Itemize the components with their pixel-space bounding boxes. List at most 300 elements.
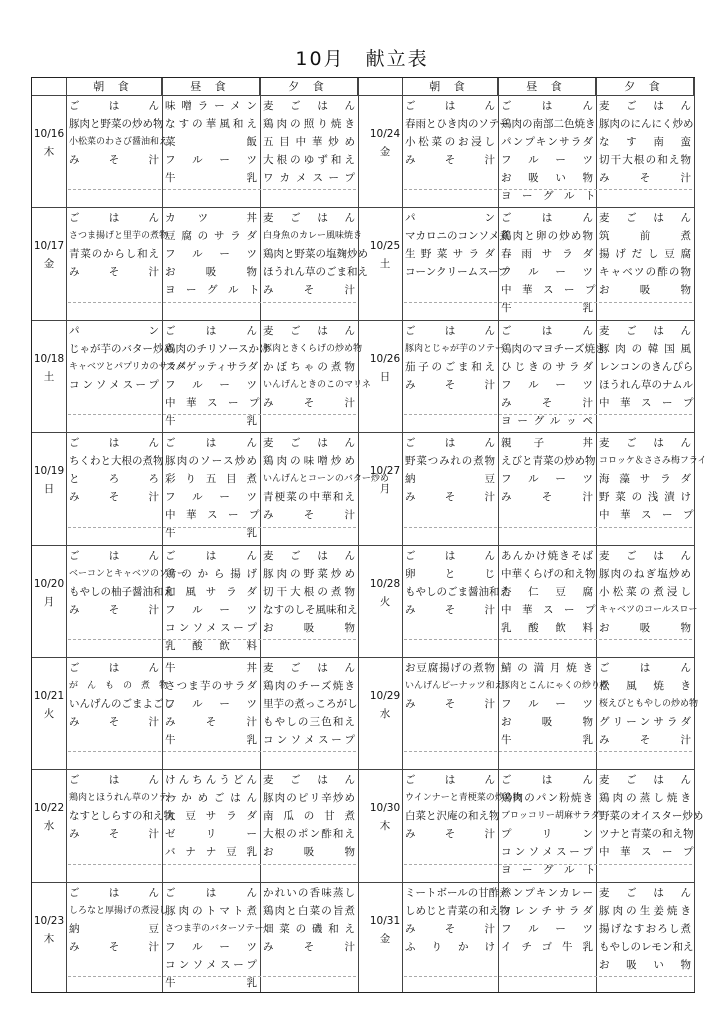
breakfast-cell <box>66 771 177 843</box>
menu-item: ほうれん草のナムル <box>599 378 693 391</box>
menu-item: ご は ん <box>599 662 691 674</box>
menu-item: ご は ん <box>165 549 257 562</box>
menu-item: 麦 ご は ん <box>263 100 355 112</box>
menu-item: 小松菜の煮浸し <box>599 585 691 598</box>
menu-item: ご は ん <box>501 212 593 225</box>
page-title: 10月 献立表 <box>295 48 429 70</box>
menu-item: 春雨サラダ <box>501 248 593 261</box>
menu-item: な す 南 蛮 <box>599 136 691 148</box>
menu-item: が ん も の 煮 物 <box>69 681 169 691</box>
menu-item: ヨ ー グ ル ト <box>501 190 596 202</box>
dinner-cell <box>260 97 358 187</box>
note-line <box>68 189 356 190</box>
menu-item: 中 華 ス ー プ <box>165 396 260 409</box>
menu-item: グリーンサラダ <box>599 716 691 728</box>
menu-item: ご は ん <box>501 100 593 112</box>
weekday-label: 土 <box>43 370 55 383</box>
menu-item: 生野菜サラダ <box>405 248 495 261</box>
menu-item: 杏 仁 豆 腐 <box>501 585 593 598</box>
menu-item: 卵 と じ <box>405 567 495 580</box>
note-line <box>404 639 692 640</box>
menu-item: コンソメスープ <box>501 846 593 859</box>
date-label: 10/19 <box>33 465 65 478</box>
breakfast-cell <box>66 209 169 281</box>
menu-item: み そ 汁 <box>263 396 355 409</box>
menu-item: 鶏肉と卵の炒め物 <box>501 230 593 243</box>
menu-item: フレンチサラダ <box>501 904 593 917</box>
dinner-cell <box>260 884 358 956</box>
row-rule <box>32 657 694 658</box>
date-label: 10/21 <box>33 690 65 702</box>
menu-item: ふ り か け <box>405 940 495 953</box>
menu-table <box>31 77 707 993</box>
menu-item: いんげんピーナッツ和え <box>405 681 504 691</box>
menu-item: なすとしらすの和え物 <box>69 810 174 823</box>
menu-item: 牛 丼 <box>165 662 257 674</box>
menu-item: お 吸 物 <box>599 621 691 634</box>
menu-item: み そ 汁 <box>263 940 355 953</box>
menu-item: 小松菜のお浸し <box>405 136 495 148</box>
note-line <box>68 751 356 752</box>
date-label: 10/20 <box>33 577 65 590</box>
menu-item: コロッケ＆ささみ梅フライ <box>599 456 707 467</box>
breakfast-cell <box>402 771 522 843</box>
day-date <box>32 125 66 161</box>
menu-item: いんげんときのこのマリネ <box>263 379 371 390</box>
menu-item: 鶏肉の南部二色焼き <box>501 118 596 130</box>
date-label: 10/29 <box>369 690 401 702</box>
dinner-cell <box>260 659 358 749</box>
menu-item: 畑菜の磯和え <box>263 922 355 935</box>
menu-item: 中 華 ス ー プ <box>501 603 596 616</box>
menu-item: しろなと厚揚げの煮浸し <box>69 905 169 916</box>
note-line <box>404 864 692 865</box>
menu-item: 豆腐のサラダ <box>165 230 257 243</box>
day-date <box>368 125 402 161</box>
menu-item: 中 華 ス ー プ <box>599 509 694 522</box>
menu-item: フ ル ー ツ <box>165 940 257 953</box>
menu-item: お 吸 い 物 <box>501 172 593 184</box>
breakfast-cell <box>66 659 174 731</box>
menu-item: なすのしそ風味和え <box>263 603 358 616</box>
menu-item: 中 華 ス ー プ <box>501 284 596 297</box>
date-label: 10/27 <box>369 465 401 478</box>
breakfast-cell <box>402 97 510 169</box>
breakfast-cell <box>402 322 504 394</box>
menu-item: バナナ豆乳 <box>165 846 257 859</box>
date-label: 10/25 <box>369 240 401 253</box>
dinner-cell <box>596 97 694 187</box>
menu-item: イチゴ牛乳 <box>501 940 593 953</box>
menu-item: み そ 汁 <box>69 266 159 279</box>
row-rule <box>32 882 694 883</box>
menu-item: ひじきのサラダ <box>501 360 593 373</box>
menu-item: 里芋の煮っころがし <box>263 698 358 710</box>
menu-item: 牛 乳 <box>501 734 593 746</box>
date-label: 10/17 <box>33 240 65 253</box>
menu-item: 筑 前 煮 <box>599 230 691 243</box>
menu-item: 小松菜のわさび醤油和え <box>69 137 169 147</box>
menu-item: ご は ん <box>69 774 159 787</box>
menu-item: ヨ ー グ ル ト <box>165 284 260 297</box>
note-line <box>404 751 692 752</box>
menu-item: み そ 汁 <box>405 491 495 504</box>
menu-item: み そ 汁 <box>405 154 495 166</box>
menu-item: 鯖の満月焼き <box>501 662 593 674</box>
menu-item: キャベツの酢の物 <box>599 266 691 279</box>
lunch-cell <box>162 771 260 861</box>
day-date <box>32 462 66 498</box>
menu-item: ご は ん <box>69 662 159 674</box>
menu-item: 揚げなすおろし煮 <box>599 922 691 935</box>
day-date <box>32 799 66 835</box>
menu-item: 豚肉と野菜の炒め物 <box>69 118 164 130</box>
menu-item: 鶏肉とほうれん草のソテー <box>69 793 177 804</box>
menu-item: 松 風 焼 き <box>599 680 691 692</box>
menu-item: 麦 ご は ん <box>599 100 691 112</box>
menu-item: もやしの柚子醤油和え <box>69 585 174 598</box>
menu-item: フ ル ー ツ <box>501 698 593 710</box>
menu-item: 切干大根の煮物 <box>263 585 355 598</box>
menu-item: 彩り五目煮 <box>165 473 257 486</box>
lunch-cell <box>162 97 260 187</box>
menu-item: 豚肉ときくらげの炒め物 <box>263 343 363 354</box>
menu-item: お 吸 物 <box>501 716 593 728</box>
menu-item: お 吸 物 <box>263 846 355 859</box>
menu-item: み そ 汁 <box>69 491 159 504</box>
menu-item: いんげんとコーンのバター炒め <box>263 474 389 485</box>
breakfast-cell <box>66 884 169 956</box>
menu-item: ご は ん <box>405 100 495 112</box>
weekday-label: 土 <box>379 258 391 271</box>
menu-item: ご は ん <box>69 886 159 899</box>
menu-item: フ ル ー ツ <box>165 248 257 261</box>
weekday-label: 火 <box>43 708 55 720</box>
menu-item: み そ 汁 <box>599 734 691 746</box>
menu-item: ご は ん <box>501 774 593 787</box>
menu-item: フ ル ー ツ <box>501 266 593 279</box>
menu-item: 鶏肉と野菜の塩麹炒め <box>263 248 368 261</box>
row-rule <box>32 320 694 321</box>
menu-item: み そ 汁 <box>599 172 691 184</box>
menu-item: ワカメスープ <box>263 172 355 184</box>
note-line <box>404 189 692 190</box>
menu-item: 乳 酸 飲 料 <box>501 621 593 634</box>
date-label: 10/24 <box>369 128 401 140</box>
day-date <box>368 350 402 386</box>
menu-item: けんちんうどん <box>165 774 257 787</box>
menu-item: 豚肉の韓国風 <box>599 342 691 355</box>
menu-item: 野菜つみれの煮物 <box>405 455 495 468</box>
menu-item: 揚げだし豆腐 <box>599 248 691 261</box>
menu-item: もやしのレモン和え <box>599 940 694 953</box>
menu-item: ご は ん <box>405 774 495 787</box>
dinner-cell <box>596 884 694 974</box>
menu-item: 鶏肉のパン粉焼き <box>501 792 593 805</box>
lunch-cell <box>498 434 596 506</box>
note-line <box>68 639 356 640</box>
menu-item: 和風サラダ <box>165 585 257 598</box>
menu-item: み そ 汁 <box>69 940 159 953</box>
menu-item: じゃが芋のバター炒め <box>69 342 174 355</box>
lunch-cell <box>498 547 596 637</box>
day-date <box>32 687 66 723</box>
menu-item: 五目中華炒め <box>263 136 355 148</box>
menu-item: 鶏のから揚げ <box>165 567 257 580</box>
menu-item: 麦 ご は ん <box>263 437 355 450</box>
menu-item: ベーコンとキャベツのソテー <box>69 568 186 579</box>
menu-item: 大豆サラダ <box>165 810 257 823</box>
menu-item: 豚肉の生姜焼き <box>599 904 691 917</box>
weekday-label: 金 <box>43 258 55 271</box>
menu-item: キャベツとパプリカのサラダ <box>69 361 186 372</box>
menu-item: えびと青菜の炒め物 <box>501 455 596 468</box>
note-line <box>404 414 692 415</box>
menu-item: 白身魚のカレー風味焼き <box>263 231 363 242</box>
menu-item: 切干大根の和え物 <box>599 154 691 166</box>
menu-item: ご は ん <box>165 886 257 899</box>
menu-item: 鶏肉の味噌炒め <box>263 455 355 468</box>
menu-item: パンプキンカレー <box>501 886 593 899</box>
lunch-cell <box>498 659 609 749</box>
note-line <box>68 414 356 415</box>
menu-item: み そ 汁 <box>405 603 495 616</box>
menu-item: 中華くらげの和え物 <box>501 567 596 580</box>
menu-item: 豚肉のにんにく炒め <box>599 118 694 130</box>
row-rule <box>32 769 694 770</box>
menu-item: み そ 汁 <box>69 154 159 166</box>
menu-item: 麦 ご は ん <box>599 774 691 787</box>
menu-item: 青梗菜の中華和え <box>263 491 355 504</box>
menu-item: 青菜のからし和え <box>69 248 159 261</box>
menu-item: 豚肉のピリ辛炒め <box>263 792 355 805</box>
day-date <box>32 237 66 273</box>
menu-item: 牛 乳 <box>165 734 257 746</box>
menu-item: ご は ん <box>405 437 495 450</box>
note-line <box>68 302 356 303</box>
meal-header: 昼 食 <box>498 78 596 95</box>
dinner-cell <box>596 659 699 749</box>
breakfast-cell <box>66 547 186 619</box>
menu-item: 菜 飯 <box>165 136 257 148</box>
date-label: 10/16 <box>33 128 65 140</box>
menu-item: 南瓜の甘煮 <box>263 810 355 823</box>
date-label: 10/30 <box>369 802 401 815</box>
note-line <box>404 527 692 528</box>
lunch-cell <box>162 209 260 299</box>
menu-item: 白菜と沢庵の和え物 <box>405 810 500 823</box>
meal-header: 朝 食 <box>402 78 498 95</box>
date-label: 10/22 <box>33 802 65 815</box>
menu-item: フ ル ー ツ <box>165 378 257 391</box>
menu-item: あんかけ焼きそば <box>501 549 593 562</box>
breakfast-cell <box>402 547 510 619</box>
menu-item: 牛 乳 <box>501 302 593 315</box>
menu-item: ゼ リ ー <box>165 828 257 841</box>
dinner-cell <box>596 209 694 299</box>
menu-item: 鶏肉のマヨチーズ焼き <box>501 342 606 355</box>
dinner-cell <box>596 434 707 524</box>
menu-item: さつま芋のサラダ <box>165 680 257 692</box>
meal-header: 昼 食 <box>162 78 260 95</box>
dinner-cell <box>596 322 694 412</box>
weekday-label: 木 <box>43 932 55 945</box>
menu-item: 納 豆 <box>69 922 159 935</box>
dinner-cell <box>260 771 358 861</box>
menu-item: お 吸 物 <box>263 621 355 634</box>
menu-item: 親 子 丼 <box>501 437 593 450</box>
half-border <box>358 78 359 992</box>
weekday-label: 月 <box>379 483 391 496</box>
menu-item: 豚肉の野菜炒め <box>263 567 355 580</box>
date-label: 10/23 <box>33 914 65 927</box>
menu-item: コンソメスープ <box>165 621 257 634</box>
menu-item: 野菜の浅漬け <box>599 491 691 504</box>
menu-item: しめじと青菜の和え物 <box>405 904 510 917</box>
date-label: 10/18 <box>33 352 65 365</box>
note-line <box>68 864 356 865</box>
breakfast-cell <box>66 434 162 506</box>
menu-item: スパゲッティサラダ <box>165 360 259 373</box>
note-line <box>404 302 692 303</box>
dinner-cell <box>260 547 358 637</box>
menu-item: 鶏肉の照り焼き <box>263 118 355 130</box>
menu-item: ミートボールの甘酢煮 <box>405 886 510 899</box>
date-label: 10/28 <box>369 577 401 590</box>
header-rule <box>32 95 694 96</box>
menu-item: フ ル ー ツ <box>501 922 593 935</box>
menu-item: 牛 乳 <box>165 527 257 540</box>
weekday-label: 水 <box>43 820 55 833</box>
dinner-cell <box>260 209 368 299</box>
weekday-label: 火 <box>379 595 391 608</box>
breakfast-cell <box>66 322 186 394</box>
menu-item: 豚肉とじゃが芋のソテー <box>405 343 504 354</box>
day-date <box>32 912 66 948</box>
menu-item: 牛 乳 <box>165 172 257 184</box>
meal-header: 夕 食 <box>596 78 694 95</box>
menu-item: 豚肉のトマト煮 <box>165 904 257 917</box>
menu-item: もやしのごま醤油和え <box>405 585 510 598</box>
menu-item: ブロッコリー胡麻サラダ <box>501 811 600 822</box>
menu-item: フ ル ー ツ <box>501 154 593 166</box>
menu-item: 豚肉のねぎ塩炒め <box>599 567 691 580</box>
lunch-cell <box>498 884 596 956</box>
menu-item: マカロニのコンソメ煮 <box>405 230 510 243</box>
menu-item: み そ 汁 <box>69 828 159 841</box>
menu-item: ちくわと大根の煮物 <box>69 455 164 468</box>
menu-item: お 吸 物 <box>165 266 257 279</box>
menu-item: かぼちゃの煮物 <box>263 360 355 373</box>
weekday-label: 日 <box>379 370 391 383</box>
menu-item: 牛 乳 <box>165 414 257 427</box>
menu-item: フ ル ー ツ <box>501 473 593 486</box>
menu-item: コーンクリームスープ <box>405 266 509 279</box>
menu-item: み そ 汁 <box>405 922 495 935</box>
menu-item: フ ル ー ツ <box>165 603 257 616</box>
note-line <box>68 976 356 977</box>
menu-item: コンソメスープ <box>263 734 355 746</box>
menu-item: 麦 ご は ん <box>263 324 355 337</box>
breakfast-cell <box>402 659 504 713</box>
menu-item: み そ 汁 <box>69 716 159 728</box>
breakfast-cell <box>402 884 510 956</box>
menu-item: 春雨とひき肉のソテー <box>405 118 510 130</box>
menu-item: さつま揚げと里芋の煮物 <box>69 231 169 242</box>
menu-item: ヨーグルッペ <box>501 414 593 427</box>
menu-item: お 吸 物 <box>599 284 691 297</box>
weekday-label: 木 <box>379 820 391 833</box>
menu-item: お豆腐揚げの煮物 <box>405 662 495 674</box>
note-line <box>68 527 356 528</box>
menu-item: 豚肉のソース炒め <box>165 455 257 468</box>
date-label: 10/26 <box>369 352 401 365</box>
menu-item: もやしの三色和え <box>263 716 355 728</box>
menu-item: ヨ ー グ ル ト <box>501 864 596 877</box>
menu-item: 麦 ご は ん <box>599 212 691 225</box>
menu-item: コンソメスープ <box>69 378 159 391</box>
note-line <box>404 976 692 977</box>
menu-item: 大根のポン酢和え <box>263 828 355 841</box>
menu-item: キャベツのコールスロー <box>599 604 698 615</box>
menu-item: フ ル ー ツ <box>165 698 257 710</box>
menu-item: み そ 汁 <box>263 509 355 522</box>
menu-item: み そ 汁 <box>405 378 495 391</box>
menu-item: み そ 汁 <box>501 491 593 504</box>
menu-item: み そ 汁 <box>69 603 159 616</box>
menu-item: プ リ ン <box>501 828 593 841</box>
menu-item: 大根のゆず和え <box>263 154 355 166</box>
menu-item: と ろ ろ <box>69 473 159 486</box>
day-date <box>368 799 402 835</box>
menu-item: 麦 ご は ん <box>599 886 691 899</box>
menu-item: 麦 ご は ん <box>263 549 355 562</box>
menu-item: ご は ん <box>69 212 159 225</box>
menu-item: かれいの香味蒸し <box>263 886 355 899</box>
meal-header: 夕 食 <box>260 78 358 95</box>
menu-item: お 吸 い 物 <box>599 958 691 971</box>
menu-item: 麦 ご は ん <box>599 437 691 450</box>
menu-item: 鶏肉のチーズ焼き <box>263 680 355 692</box>
menu-item: ご は ん <box>69 549 159 562</box>
weekday-label: 月 <box>43 595 55 608</box>
menu-item: 麦 ご は ん <box>599 324 691 337</box>
row-rule <box>32 207 694 208</box>
lunch-cell <box>162 659 260 749</box>
menu-item: ツナと青菜の和え物 <box>599 828 694 841</box>
menu-item: フ ル ー ツ <box>165 491 257 504</box>
menu-item: 牛 乳 <box>165 976 257 989</box>
menu-item: 茄子のごま和え <box>405 360 495 373</box>
menu-item: ご は ん <box>69 100 159 112</box>
dinner-cell <box>596 771 704 861</box>
menu-item: フ ル ー ツ <box>501 378 593 391</box>
menu-item: コンソメスープ <box>165 958 257 971</box>
menu-item: 鶏肉と白菜の旨煮 <box>263 904 355 917</box>
menu-item: 野菜のオイスター炒め <box>599 810 704 823</box>
menu-item: 納 豆 <box>405 473 495 486</box>
day-date <box>368 575 402 611</box>
day-date <box>368 237 402 273</box>
menu-item: ご は ん <box>165 324 257 337</box>
menu-item: み そ 汁 <box>405 828 495 841</box>
menu-item: 中 華 ス ー プ <box>599 846 694 859</box>
menu-item: ご は ん <box>69 437 159 450</box>
menu-item: フ ル ー ツ <box>165 154 257 166</box>
day-date <box>368 462 402 498</box>
menu-item: 乳 酸 飲 料 <box>165 639 257 652</box>
menu-item: 麦 ご は ん <box>263 662 355 674</box>
